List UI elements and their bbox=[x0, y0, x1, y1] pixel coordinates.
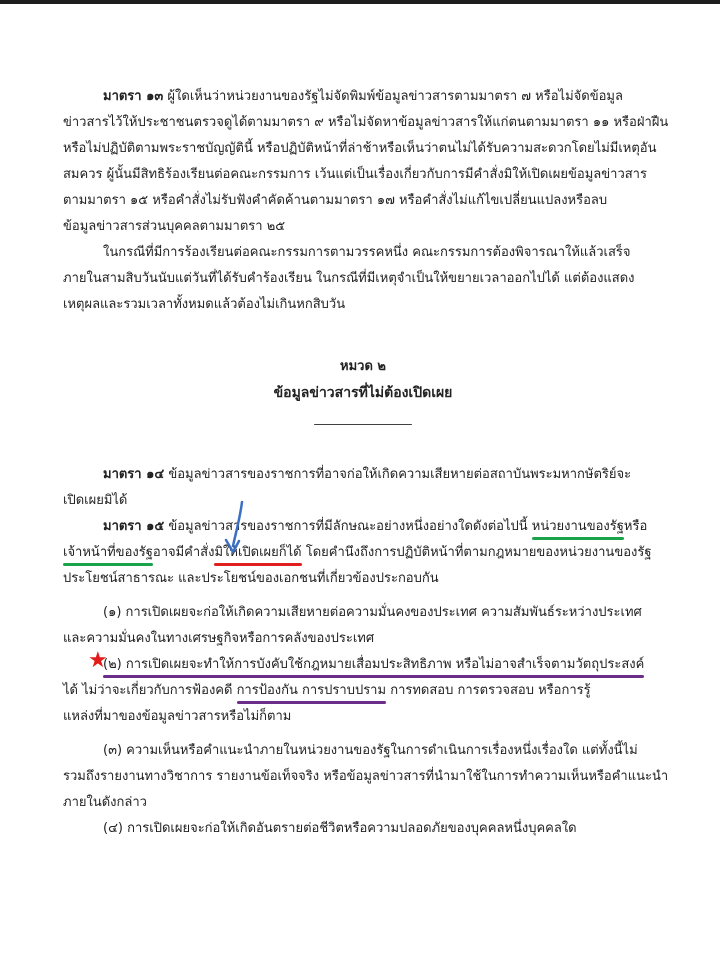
section-14-line-1 bbox=[63, 462, 663, 488]
blue-arrow-icon bbox=[218, 500, 252, 556]
section-14-label: มาตรา ๑๔ bbox=[103, 467, 165, 482]
section-15-text-c: หรือ bbox=[623, 519, 648, 534]
chapter-number: หมวด ๒ bbox=[340, 359, 386, 374]
section-13-line-2: ข่าวสารไว้ให้ประชาชนตรวจดูได้ตามมาตรา ๙ หรือไม่จัดหาข้อมูลข่าวสารให้แก่ตนตามมาตรา ๑๑ หรือฝ่าฝืน bbox=[63, 115, 669, 130]
para2-text: ในกรณีที่มีการร้องเรียนต่อคณะกรรมการตามวรรคหนึ่ง คณะกรรมการต้องพิจารณาให้แล้วเสร็จ bbox=[103, 245, 631, 260]
section-13-label: มาตรา ๑๓ bbox=[103, 89, 164, 104]
section-15-order: อาจมีคำสั่ง bbox=[152, 545, 215, 560]
section-13-text: ผู้ใดเห็นว่าหน่วยงานของรัฐไม่จัดพิมพ์ข้อมูลข่าวสารตามมาตรา ๗ หรือไม่จัดข้อมูล bbox=[167, 89, 623, 104]
section-15-line-3: ประโยชน์สาธารณะ และประโยชน์ของเอกชนที่เกี่ยวข้องประกอบกัน bbox=[63, 571, 439, 586]
section-13-line-6: ข้อมูลข่าวสารส่วนบุคคลตามมาตรา ๒๕ bbox=[63, 219, 286, 234]
section-13-para2-line-2: ภายในสามสิบวันนับแต่วันที่ได้รับคำร้องเรียน ในกรณีที่มีเหตุจำเป็นให้ขยายเวลาออกไปได้ แต่ต้องแสดง bbox=[63, 271, 635, 286]
section-13-para2-line-3: เหตุผลและรวมเวลาทั้งหมดแล้วต้องไม่เกินหกสิบวัน bbox=[63, 297, 346, 312]
section-13-line-1 bbox=[63, 84, 663, 110]
highlight-state-official: เจ้าหน้าที่ของรัฐ bbox=[63, 540, 153, 566]
item-1-line-2: และความมั่นคงในทางเศรษฐกิจหรือการคลังของประเทศ bbox=[63, 631, 375, 646]
item-3-line-1 bbox=[63, 738, 663, 764]
section-14-text: ข้อมูลข่าวสารของราชการที่อาจก่อให้เกิดความเสียหายต่อสถาบันพระมหากษัตริย์จะ bbox=[168, 467, 632, 482]
highlight-state-agency: หน่วยงานของรัฐ bbox=[532, 514, 624, 540]
highlight-not-disclose: มิให้เปิดเผยก็ได้ bbox=[214, 540, 301, 566]
chapter-title: ข้อมูลข่าวสารที่ไม่ต้องเปิดเผย bbox=[273, 385, 453, 401]
section-14-line-2: เปิดเผยมิได้ bbox=[63, 493, 128, 508]
highlight-law-enforcement: (๒) การเปิดเผยจะทำให้การบังคับใช้กฎหมายเสื่อมประสิทธิภาพ หรือไม่อาจสำเร็จตามวัตถุประสงค์ bbox=[103, 652, 644, 678]
item-4-line-1 bbox=[63, 816, 663, 842]
highlight-prevention-suppression: การป้องกัน การปราบปราม bbox=[237, 678, 387, 704]
item-2-line-3: แหล่งที่มาของข้อมูลข่าวสารหรือไม่ก็ตาม bbox=[63, 709, 292, 724]
section-15-line-2 bbox=[63, 540, 663, 566]
item-1-text: (๑) การเปิดเผยจะก่อให้เกิดความเสียหายต่อความมั่นคงของประเทศ ความสัมพันธ์ระหว่างประเทศ bbox=[103, 605, 642, 620]
section-13-line-4: สมควร ผู้นั้นมีสิทธิร้องเรียนต่อคณะกรรมการ เว้นแต่เป็นเรื่องเกี่ยวกับการมีคำสั่งมิให้เปิดเผยข้อมูลข่าวสาร bbox=[63, 167, 647, 182]
section-15-label: มาตรา ๑๕ bbox=[103, 519, 165, 534]
item-3-line-3: ภายในดังกล่าว bbox=[63, 795, 147, 810]
item-3-line-2: รวมถึงรายงานทางวิชาการ รายงานข้อเท็จจริง หรือข้อมูลข่าวสารที่นำมาใช้ในการทำความเห็นหรือคำแนะนำ bbox=[63, 769, 669, 784]
section-15-text-a: ข้อมูลข่าวสารของราชการที่มีลักษณะอย่างหนึ่งอย่างใดดังต่อไปนี้ bbox=[168, 519, 532, 534]
item-4-text: (๔) การเปิดเผยจะก่อให้เกิดอันตรายต่อชีวิตหรือความปลอดภัยของบุคคลหนึ่งบุคคลใด bbox=[103, 821, 577, 836]
item-2-text-a: ได้ ไม่ว่าจะเกี่ยวกับการฟ้องคดี bbox=[63, 683, 237, 698]
section-15-line-1 bbox=[63, 514, 663, 540]
section-13-line-5: ตามมาตรา ๑๕ หรือคำสั่งไม่รับฟังคำคัดค้านตามมาตรา ๑๗ หรือคำสั่งไม่แก้ไขเปลี่ยนแปลงหรือลบ bbox=[63, 193, 608, 208]
item-1-line-1 bbox=[63, 600, 663, 626]
chapter-rule: _______________ bbox=[314, 411, 412, 426]
section-13-para2-line-1 bbox=[63, 240, 663, 266]
section-15-text-d: โดยคำนึงถึงการปฏิบัติหน้าที่ตามกฎหมายของหน่วยงานของรัฐ bbox=[301, 545, 652, 560]
item-2-line-2 bbox=[63, 678, 663, 704]
section-13-line-3: หรือไม่ปฏิบัติตามพระราชบัญญัตินี้ หรือปฏิบัติหน้าที่ล่าช้าหรือเห็นว่าตนไม่ได้รับความสะดวกโดยไม่มีเหตุอัน bbox=[63, 141, 657, 156]
red-star-icon: ★ bbox=[88, 648, 108, 673]
item-2-text-c: การทดสอบ การตรวจสอบ หรือการรู้ bbox=[386, 683, 591, 698]
item-3-text: (๓) ความเห็นหรือคำแนะนำภายในหน่วยงานของรัฐในการดำเนินการเรื่องหนึ่งเรื่องใด แต่ทั้งนี้ไม่ bbox=[103, 743, 638, 758]
item-2-line-1 bbox=[63, 648, 663, 678]
